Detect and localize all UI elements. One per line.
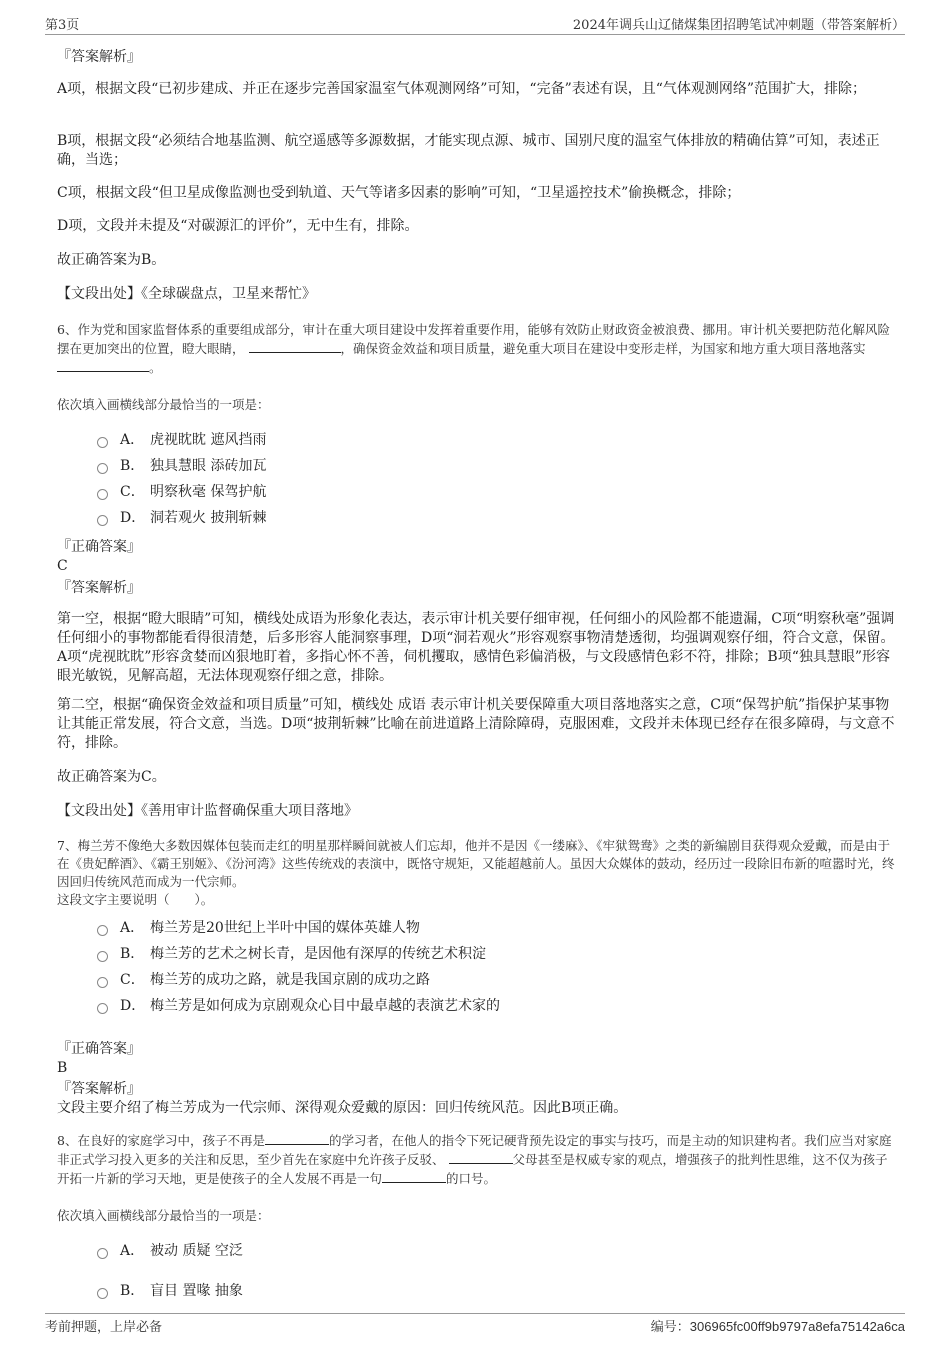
document-serial [651,1316,905,1335]
q7-correct-answer: B [57,1060,68,1076]
option-text: 梅兰芳的成功之路，就是我国京剧的成功之路 [150,972,430,988]
option-letter: B． [120,458,145,474]
option-letter: C． [120,484,145,500]
q8-stem-part-a: 8、在良好的家庭学习中，孩子不再是 [57,1133,265,1148]
q6-analysis-2: 第二空，根据“确保资金效益和项目质量”可知，横线处 成语 表示审计机关要保障重大项目落地落实之意，C项“保驾护航”指保护某事物让其能正常发展，符合文意，当选。D项“披荆斩棘”比喻在前进道路上清除障碍，克服困难，文段并未体现已经存在很多障碍，与文意不符，排除。 [57,697,895,751]
q8-stem-part-d: 的口号。 [446,1171,497,1186]
q6-options [57,430,897,528]
q5-conclusion: 故正确答案为B。 [57,252,166,268]
q6-stem-part-b: ，确保资金效益和项目质量，避免重大项目在建设中变形走样，为国家和地方重大项目落地落实 [340,341,866,356]
q7-correct-label: 『正确答案』 [57,1041,141,1057]
q6-stem-part-c: 。 [149,360,162,375]
option-text: 明察秋毫 保驾护航 [150,484,267,500]
q6-correct-answer: C [57,558,68,574]
option-text: 梅兰芳的艺术之树长青，是因他有深厚的传统艺术积淀 [150,946,486,962]
q7-options [57,918,897,1016]
q8-blank-3 [382,1169,446,1183]
radio-icon[interactable] [97,463,108,474]
q6-option-a[interactable] [97,430,897,450]
option-letter: D． [120,998,146,1014]
q8-blank-1 [265,1131,329,1145]
q6-option-b[interactable] [97,456,897,476]
q7-analysis-label: 『答案解析』 [57,1081,141,1097]
option-letter: D． [120,510,146,526]
q8-stem-part-c: 父母甚至是权威专家的观点，增强孩子的批判性思维，这不仅为孩子开拓一片新的学习天地，更是使孩子的全人发展不再是一句 [57,1152,888,1186]
q8-option-b[interactable] [97,1281,897,1301]
q8-options [57,1241,897,1301]
option-text: 虎视眈眈 遮风挡雨 [150,432,267,448]
q6-instruction: 依次填入画横线部分最恰当的一项是： [57,397,270,412]
option-letter: B． [120,946,145,962]
q6-blank-2 [57,358,149,372]
q7-analysis: 文段主要介绍了梅兰芳成为一代宗师、深得观众爱戴的原因：回归传统风范。因此B项正确。 [57,1100,628,1116]
q8-blank-2 [449,1150,513,1164]
option-text: 盲目 置喙 抽象 [150,1283,243,1299]
radio-icon[interactable] [97,515,108,526]
radio-icon[interactable] [97,977,108,988]
option-letter: A． [120,1243,145,1259]
page-number: 第3页 [45,18,80,33]
footer-slogan: 考前押题，上岸必备 [45,1320,163,1335]
q6-stem-part-a: 6、作为党和国家监督体系的重要组成部分，审计在重大项目建设中发挥着重要作用，能够有效防止财政资金被浪费、挪用。审计机关要把防范化解风险摆在更加突出的位置，瞪大眼睛， [57,322,890,356]
page-header [45,12,905,35]
option-letter: C． [120,972,145,988]
q8-option-a[interactable] [97,1241,897,1261]
option-letter: A． [120,920,145,936]
q5-analysis-a: A项，根据文段“已初步建成、并正在逐步完善国家温室气体观测网络”可知，“完备”表述有误，且“气体观测网络”范围扩大，排除； [57,81,867,97]
q8-instruction: 依次填入画横线部分最恰当的一项是： [57,1208,270,1223]
q7-option-d[interactable] [97,996,897,1016]
document-title: 2024年调兵山辽储煤集团招聘笔试冲刺题（带答案解析） [572,18,905,33]
q6-option-d[interactable] [97,508,897,528]
option-letter: A． [120,432,145,448]
option-text: 洞若观火 披荆斩棘 [150,510,267,526]
option-letter: B． [120,1283,145,1299]
page-footer [45,1313,905,1336]
q7-option-c[interactable] [97,970,897,990]
q6-analysis-1: 第一空，根据“瞪大眼睛”可知，横线处成语为形象化表达，表示审计机关要仔细审视，任何细小的风险都不能遗漏，C项“明察秋毫”强调任何细小的事物都能看得很清楚，后多形容人能洞察事理，D项“洞若观火”形容观察事物清楚透彻，均强调观察仔细，符合文意，保留。A项“虎视眈眈”形容贪婪而凶狠地盯着，多指心怀不善，伺机攫取，感情色彩偏消极，与文段感情色彩不符，排除；B项“独具慧眼”形容眼光敏锐，见解高超，无法体现观察仔细之意，排除。 [57,611,895,684]
option-text: 梅兰芳是20世纪上半叶中国的媒体英雄人物 [150,920,420,936]
q6-stem [57,321,897,377]
q7-stem: 7、梅兰芳不像绝大多数因媒体包装而走红的明星那样瞬间就被人们忘却，他并不是因《一缕麻》、《牢狱鸳鸯》之类的新编剧目获得观众爱戴，而是由于在《贵妃醉酒》、《霸王别姬》、《汾河湾》这些传统戏的表演中，既恪守规矩，又能超越前人。虽因大众媒体的鼓动，经历过一段除旧布新的喧嚣时光，终因回归传统风范而成为一代宗师。 [57,838,895,889]
radio-icon[interactable] [97,1288,108,1299]
q6-source: 【文段出处】《善用审计监督确保重大项目落地》 [57,803,358,819]
q5-analysis-label: 『答案解析』 [57,49,141,65]
q5-source: 【文段出处】《全球碳盘点，卫星来帮忙》 [57,286,316,302]
q6-option-c[interactable] [97,482,897,502]
q5-analysis-d: D项，文段并未提及“对碳源汇的评价”，无中生有，排除。 [57,218,419,234]
option-text: 梅兰芳是如何成为京剧观众心目中最卓越的表演艺术家的 [150,998,500,1014]
option-text: 独具慧眼 添砖加瓦 [150,458,267,474]
serial-number: 306965fc00ff9b9797a8efa75142a6ca [689,1319,905,1334]
radio-icon[interactable] [97,1248,108,1259]
radio-icon[interactable] [97,489,108,500]
q7-option-a[interactable] [97,918,897,938]
q6-blank-1 [249,339,341,353]
radio-icon[interactable] [97,925,108,936]
q8-stem-part-b: 的学习者，在他人的指令下死记硬背预先设定的事实与技巧，而是主动的知识建构者。我们应当对家庭非正式学习投入更多的关注和反思，至少首先在家庭中允许孩子反驳、 [57,1133,892,1167]
radio-icon[interactable] [97,437,108,448]
option-text: 被动 质疑 空泛 [150,1243,243,1259]
q8-stem [57,1131,897,1188]
q5-analysis-b: B项，根据文段“必须结合地基监测、航空遥感等多源数据，才能实现点源、城市、国别尺度的温室气体排放的精确估算”可知，表述正确，当选； [57,133,880,168]
radio-icon[interactable] [97,1003,108,1014]
q6-correct-label: 『正确答案』 [57,539,141,555]
q6-analysis-label: 『答案解析』 [57,580,141,596]
q7-question: 这段文字主要说明（ ）。 [57,892,214,907]
q7-option-b[interactable] [97,944,897,964]
serial-label: 编号： [650,1319,690,1334]
q5-analysis-c: C项，根据文段“但卫星成像监测也受到轨道、天气等诸多因素的影响”可知，“卫星遥控技术”偷换概念，排除； [57,185,741,201]
q6-conclusion: 故正确答案为C。 [57,769,166,785]
radio-icon[interactable] [97,951,108,962]
